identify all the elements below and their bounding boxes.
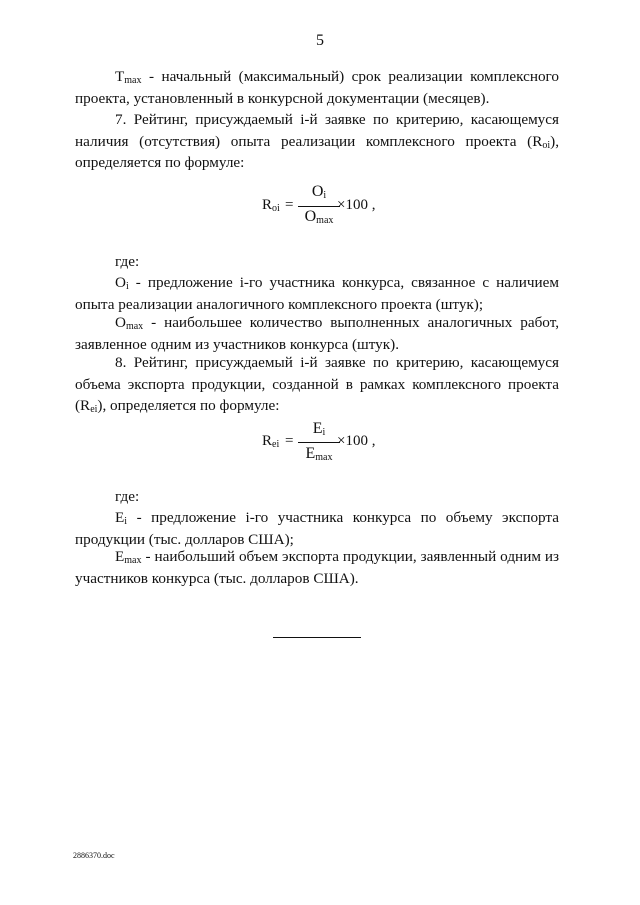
- omax-symbol: O: [115, 314, 126, 331]
- where-label-2: [75, 486, 559, 508]
- tmax-text: - начальный (максимальный) срок реализации комплексного проекта, установленный в конкурсной документации (месяцев).: [75, 68, 559, 107]
- emax-definition: [75, 546, 559, 589]
- where-text-1: где:: [115, 253, 140, 270]
- where-text-2: где:: [115, 488, 140, 505]
- formula2-equals: =: [285, 433, 294, 449]
- formula2-num-subscript: i: [322, 427, 326, 438]
- p8-text-b: ), определяется по формуле:: [97, 397, 280, 415]
- ei-symbol: E: [115, 509, 125, 526]
- ei-subscript: i: [124, 516, 128, 527]
- tmax-symbol: T: [115, 68, 125, 85]
- end-divider: [273, 637, 361, 638]
- formula2-denominator: [297, 445, 341, 463]
- formula1-tail: ×100 ,: [337, 197, 376, 213]
- omax-definition: [75, 312, 559, 355]
- p7-text-b: ), определяется по формуле:: [75, 132, 559, 172]
- p8-text-a: 8. Рейтинг, присуждаемый i-й заявке по критерию, касающемуся объема экспорта продукции, созданной в рамках комплексного проекта (R: [75, 354, 559, 415]
- formula1-lhs: [262, 197, 280, 214]
- formula1-num-symbol: O: [311, 183, 324, 200]
- p8-subscript: ei: [90, 404, 98, 416]
- formula1-lhs-symbol: R: [262, 197, 273, 213]
- page-number: 5: [316, 32, 324, 49]
- ei-definition: [75, 507, 559, 550]
- emax-subscript: max: [124, 555, 142, 566]
- tmax-definition: [75, 66, 559, 109]
- footer-filename: 2886370.doc: [73, 851, 115, 860]
- oi-definition: [75, 272, 559, 315]
- where-label-1: [75, 251, 559, 273]
- ei-text: - предложение i-го участника конкурса по объему экспорта продукции (тыс. долларов США);: [75, 509, 559, 548]
- formula1-den-symbol: O: [304, 208, 317, 225]
- paragraph-8: [75, 352, 559, 417]
- formula2-lhs-symbol: R: [262, 433, 273, 449]
- formula2-den-subscript: max: [315, 452, 333, 463]
- formula1-fraction-bar: [298, 206, 340, 207]
- formula1-denominator: [297, 208, 341, 226]
- formula2-den-symbol: E: [305, 445, 316, 462]
- formula2-tail: ×100 ,: [337, 433, 376, 449]
- oi-subscript: i: [125, 281, 129, 292]
- formula2-lhs-subscript: ei: [272, 439, 280, 450]
- oi-symbol: O: [115, 274, 126, 291]
- p7-subscript: oi: [542, 139, 551, 151]
- emax-symbol: E: [115, 548, 125, 565]
- formula2-numerator: [297, 420, 341, 438]
- formula1-equals: =: [285, 197, 294, 213]
- formula1-num-subscript: i: [323, 190, 327, 201]
- omax-subscript: max: [125, 321, 144, 332]
- paragraph-7: [75, 109, 559, 174]
- formula2-lhs: [262, 433, 279, 450]
- emax-text: - наибольший объем экспорта продукции, заявленный одним из участников конкурса (тыс. долларов США).: [75, 548, 559, 587]
- formula2-fraction-bar: [298, 442, 340, 443]
- omax-text: - наибольшее количество выполненных аналогичных работ, заявленное одним из участников конкурса (штук).: [75, 314, 559, 353]
- formula1-den-subscript: max: [316, 215, 334, 226]
- formula1-lhs-subscript: oi: [272, 203, 280, 214]
- p7-text-a: 7. Рейтинг, присуждаемый i-й заявке по критерию, касающемуся наличия (отсутствия) опыта реализации комплексного проекта (R: [75, 111, 559, 150]
- tmax-subscript: max: [124, 75, 142, 86]
- formula2-num-symbol: E: [312, 420, 323, 437]
- oi-text: - предложение i-го участника конкурса, связанное с наличием опыта реализации аналогичного комплексного проекта (штук);: [75, 274, 559, 313]
- formula1-numerator: [297, 183, 341, 201]
